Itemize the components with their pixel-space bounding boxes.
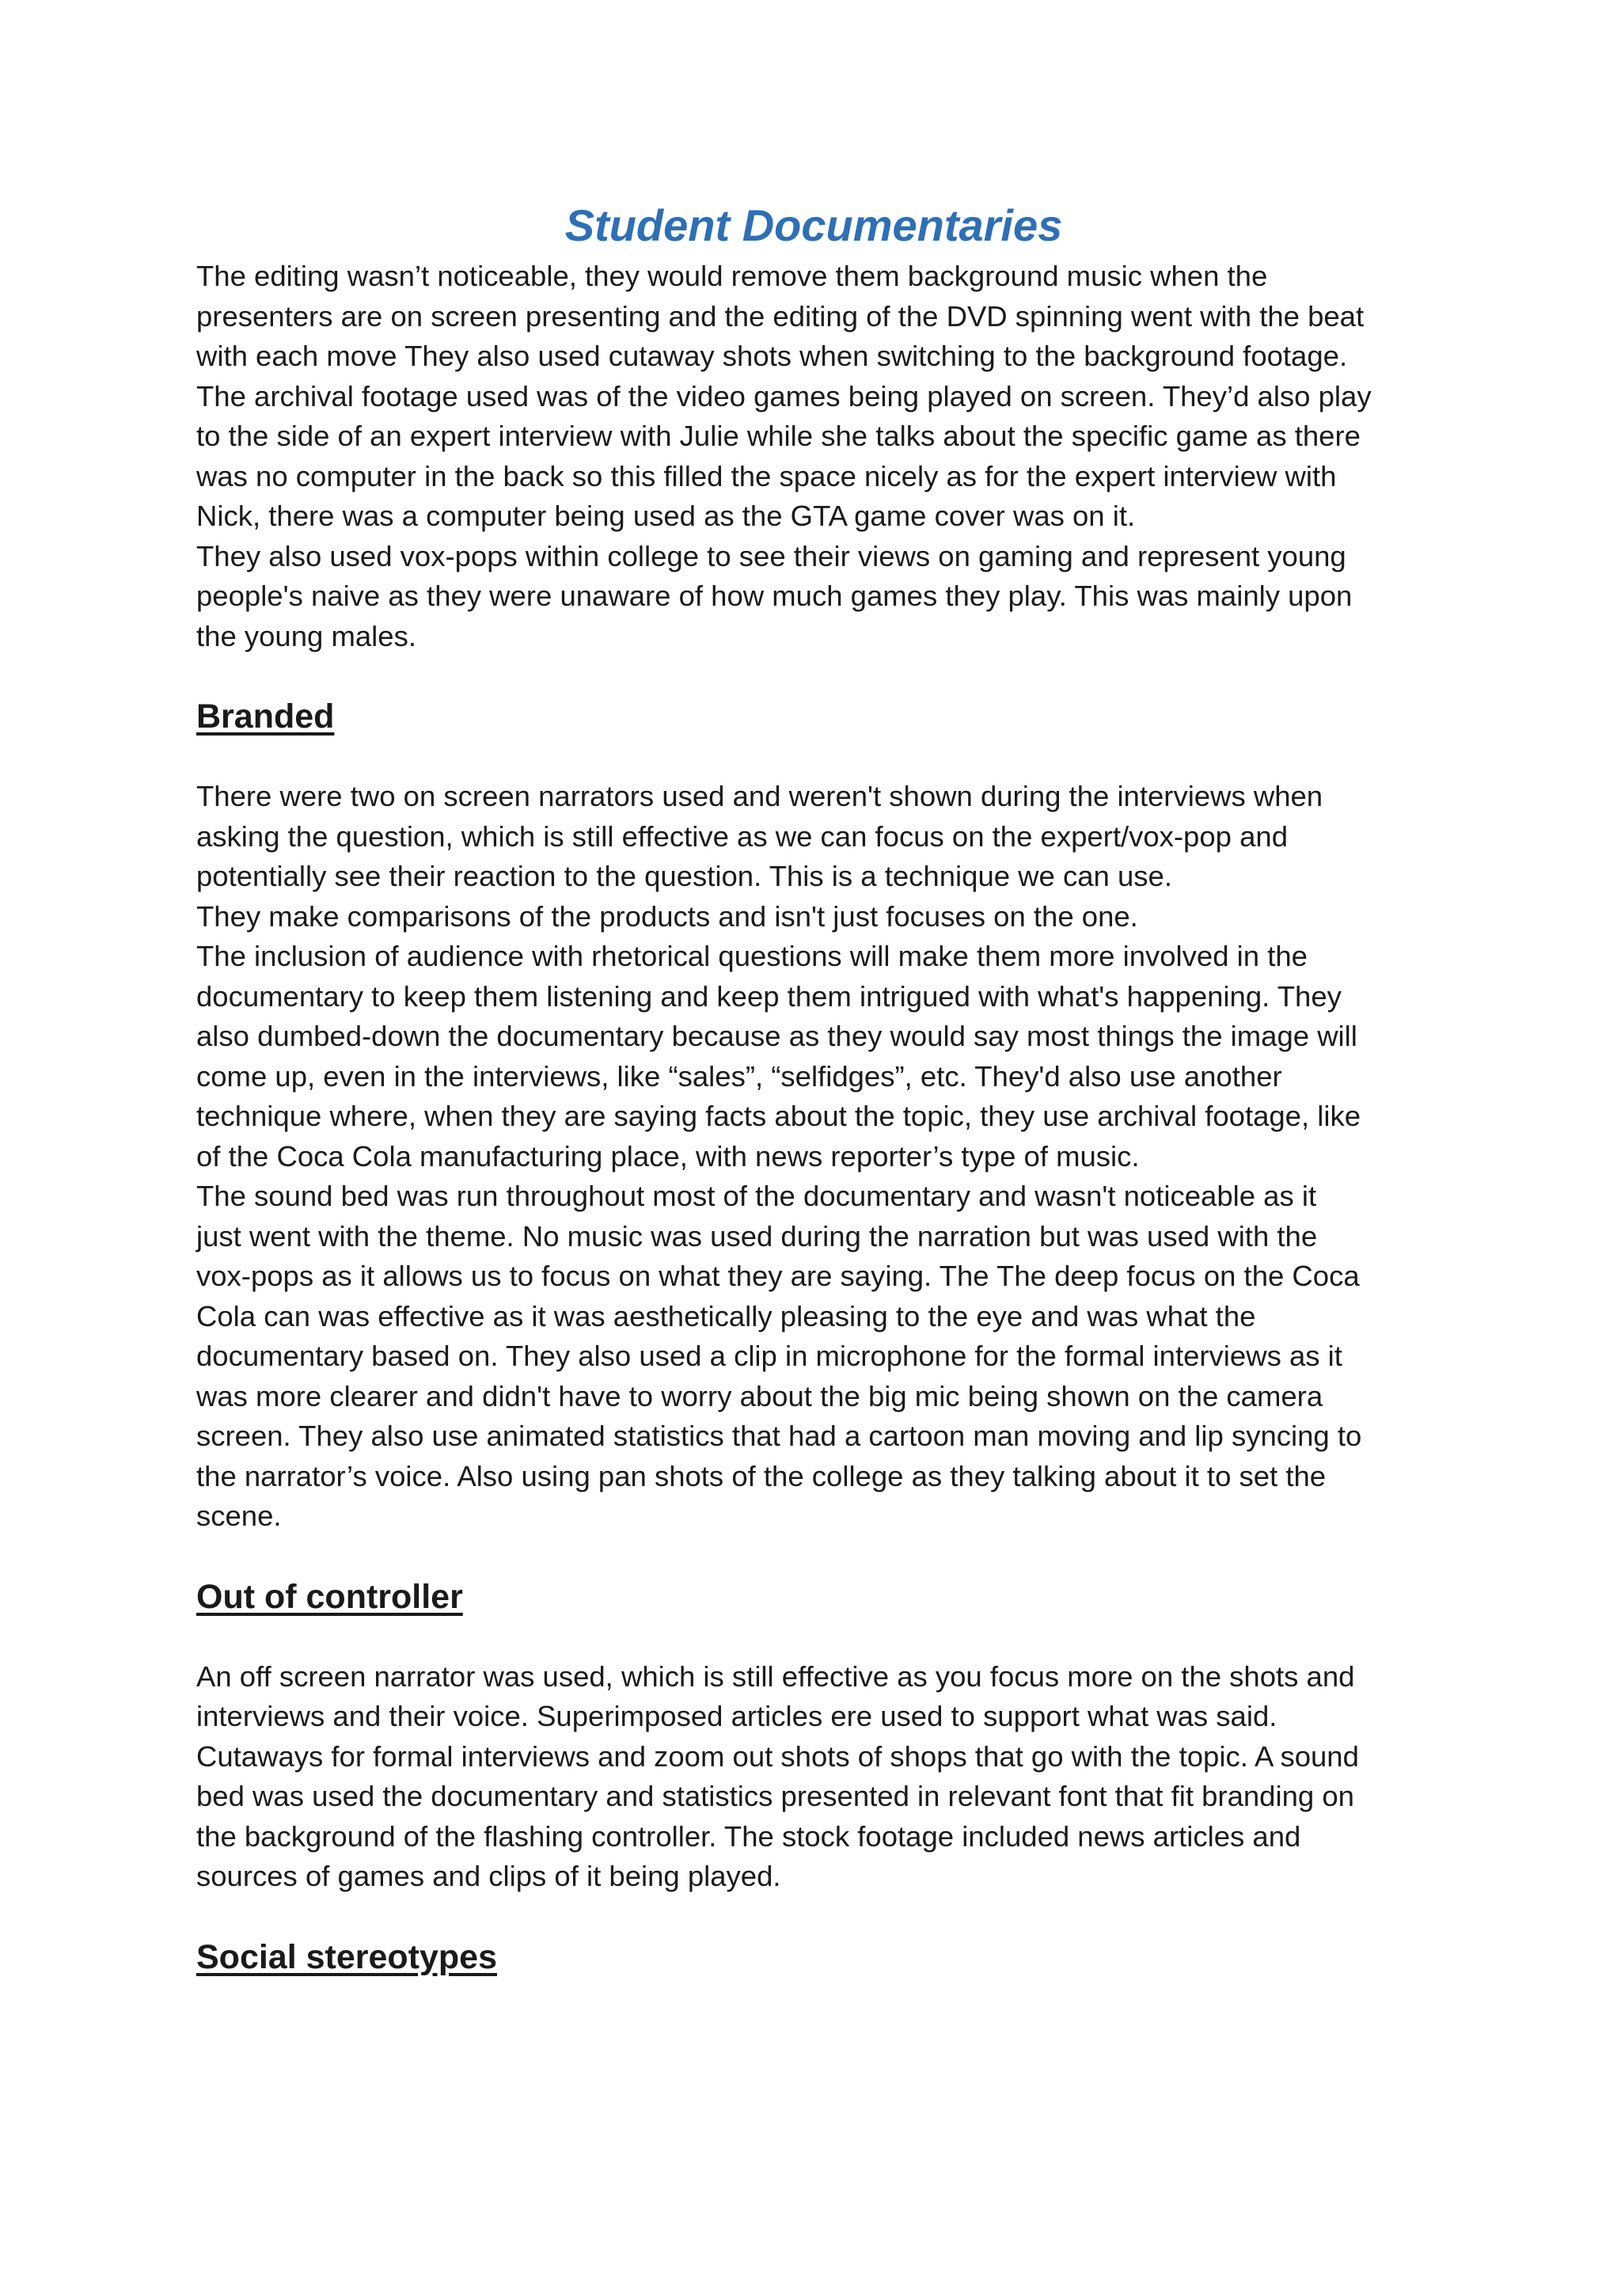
text-line: documentary based on. They also used a clip in microphone for the formal interviews as it (196, 1340, 1342, 1372)
text-line: asking the question, which is still effective as we can focus on the expert/vox-pop and (196, 819, 1288, 853)
text-line: was no computer in the back so this filled the space nicely as for the expert interview with (196, 459, 1337, 492)
document-title: Student Documentaries (564, 200, 1063, 250)
text-line: The sound bed was run throughout most of the documentary and wasn't noticeable as it (196, 1180, 1317, 1212)
text-line: They make comparisons of the products and isn't just focuses on the one. (196, 899, 1138, 933)
text-line: potentially see their reaction to the question. This is a technique we can use. (196, 860, 1172, 892)
text-line: Cola can was effective as it was aesthetically pleasing to the eye and was what the (196, 1299, 1256, 1332)
text-line: the narrator’s voice. Also using pan shots of the college as they talking about it to set the (196, 1459, 1327, 1492)
text-line: They also used vox-pops within college to see their views on gaming and represent young (196, 539, 1346, 572)
text-line: Cutaways for formal interviews and zoom out shots of shops that go with the topic. A sound (196, 1739, 1359, 1773)
text-line: Nick, there was a computer being used as the GTA game cover was on it. (196, 500, 1136, 532)
section-heading-social-stereotypes: Social stereotypes (196, 1937, 498, 1976)
text-line: sources of games and clips of it being played. (196, 1860, 781, 1892)
text-line: vox-pops as it allows us to focus on what they are saying. The The deep focus on the Coca (196, 1260, 1360, 1292)
text-line: come up, even in the interviews, like “sales”, “selfidges”, etc. They'd also use another (196, 1059, 1282, 1093)
text-line: was more clearer and didn't have to worry about the big mic being shown on the camera (196, 1379, 1323, 1412)
text-line: scene. (196, 1500, 282, 1532)
section-heading-out-of-controller: Out of controller (196, 1577, 463, 1616)
text-line: the background of the flashing controller. The stock footage included news articles and (196, 1819, 1301, 1853)
text-line: The editing wasn’t noticeable, they would remove them background music when the (196, 260, 1268, 292)
text-line: documentary to keep them listening and keep them intrigued with what's happening. They (196, 979, 1342, 1013)
text-line: bed was used the documentary and statistics presented in relevant font that fit branding on (196, 1780, 1354, 1812)
section-body-out-of-controller (196, 1657, 1431, 1897)
text-line: people's naive as they were unaware of how much games they play. This was mainly upon (196, 580, 1353, 612)
text-line: An off screen narrator was used, which is still effective as you focus more on the shots and (196, 1659, 1355, 1693)
text-line: also dumbed-down the documentary because as they would say most things the image will (196, 1020, 1357, 1052)
section-heading-branded: Branded (196, 698, 335, 736)
text-line: There were two on screen narrators used and weren't shown during the interviews when (196, 780, 1323, 812)
intro-paragraph (196, 257, 1431, 656)
text-line: The archival footage used was of the video games being played on screen. They’d also play (196, 379, 1372, 412)
text-line: of the Coca Cola manufacturing place, with news reporter’s type of music. (196, 1139, 1140, 1173)
text-line: technique where, when they are saying facts about the topic, they use archival footage, like (196, 1100, 1361, 1132)
text-line: presenters are on screen presenting and the editing of the DVD spinning went with the beat (196, 299, 1365, 333)
text-line: interviews and their voice. Superimposed articles ere used to support what was said. (196, 1700, 1277, 1732)
text-line: with each move They also used cutaway shots when switching to the background footage. (196, 340, 1348, 372)
text-line: screen. They also use animated statistics that had a cartoon man moving and lip syncing to (196, 1420, 1362, 1452)
text-line: The inclusion of audience with rhetorical questions will make them more involved in the (196, 940, 1308, 972)
text-line: the young males. (196, 619, 416, 652)
text-line: just went with the theme. No music was used during the narration but was used with the (196, 1219, 1318, 1253)
section-body-branded (196, 777, 1431, 1537)
document-content (196, 198, 1431, 1979)
text-line: to the side of an expert interview with Julie while she talks about the specific game as there (196, 420, 1361, 452)
